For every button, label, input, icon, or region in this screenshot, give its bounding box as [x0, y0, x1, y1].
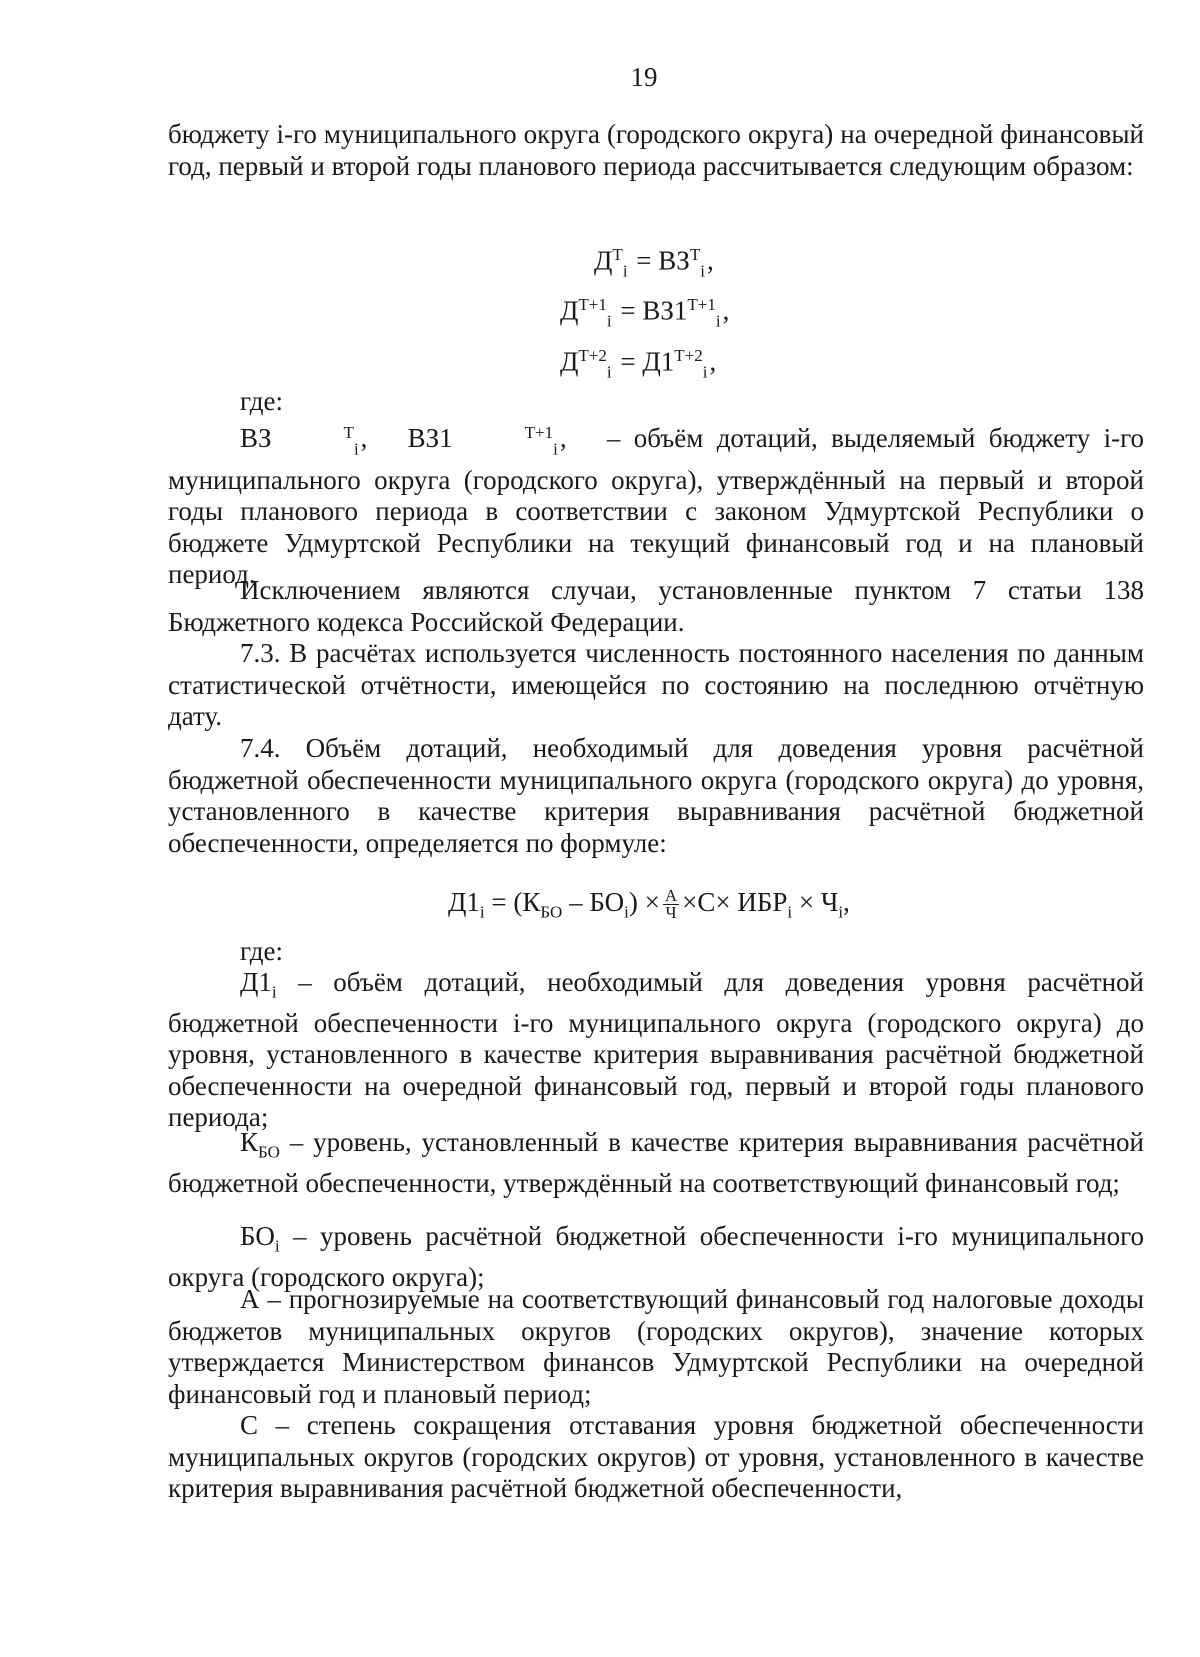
definition-d1: $Д1_i$ – объём дотаций, необходимый для доведения уровня расчётной бюджетной обеспеченности i-го муниципального округа (городского округа) до уровня, установленного в качестве критерия выравнивания расчётной бюджетной обеспеченности на очередной финансовый год, первый и второй годы планового периода; — [168, 967, 1145, 1133]
where-label-1: где: — [240, 386, 283, 416]
formula-row-t2: $Д^{T+2}_i = Д1^{T+2}_i$, — [560, 345, 717, 382]
where-label-2: где: — [240, 936, 283, 966]
fraction-a-over-ch: $\frac{А}{Ч}$ — [664, 886, 678, 923]
definition-a: А – прогнозируемые на соответствующий финансовый год налоговые доходы бюджетов муниципальных округов (городских округов), значение которых утверждается Министерством финансов Удмуртской Республики на очередной финансовый год и плановый период; — [168, 1284, 1144, 1409]
formula-system — [560, 238, 860, 389]
section-7-4: 7.4. Объём дотаций, необходимый для доведения уровня расчётной бюджетной обеспеченности муниципального округа (городского округа) до уровня, установленного в качестве критерия выравнивания расчётной бюджетной обеспеченности, определяется по формуле: — [168, 733, 1144, 858]
definition-c: С – степень сокращения отставания уровня бюджетной обеспеченности муниципальных округов (городских округов) от уровня, установленного в качестве критерия выравнивания расчётной бюджетной обеспеченности, — [168, 1410, 1144, 1503]
section-7-3: 7.3. В расчётах используется численность постоянного населения по данным статистической отчётности, имеющейся по состоянию на последнюю отчётную дату. — [168, 638, 1144, 731]
main-formula: $Д1_i = (К_{БО} - БО_i)$ × $\frac{А}{Ч}$ $\times С\times ИБР_i \times Ч_i$, — [448, 886, 850, 923]
page-number: 19 — [630, 62, 658, 92]
definition-bo: $БО_i$ – уровень расчётной бюджетной обеспеченности i-го муниципального округа (городского округа); — [168, 1221, 1145, 1292]
definition-kbo: $К_{БО}$ – уровень, установленный в качестве критерия выравнивания расчётной бюджетной обеспеченности, утверждённый на соответствующий финансовый год; — [168, 1127, 1144, 1198]
formula-row-t: $Д^T_i = ВЗ^T_i$, — [594, 245, 714, 281]
exception-paragraph: Исключением являются случаи, установленные пунктом 7 статьи 138 Бюджетного кодекса Российской Федерации. — [168, 575, 1144, 637]
formula-row-t1: $Д^{T+1}_i = ВЗ1^{T+1}_i$, — [560, 295, 730, 331]
definition-vz: ВЗ $^T_i$, ВЗ1 $^{T+1}_i$, – объём дотаций, выделяемый бюджету i-го муниципального округа (городского округа), утверждённый на первый и второй годы планового периода в соответствии с законом Удмуртской Республики о бюджете Удмуртской Республики на текущий финансовый год и на плановый период. — [168, 423, 1145, 590]
intro-paragraph: бюджету i-го муниципального округа (городского округа) на очередной финансовый год, первый и второй годы планового периода рассчитывается следующим образом: — [168, 119, 1144, 181]
